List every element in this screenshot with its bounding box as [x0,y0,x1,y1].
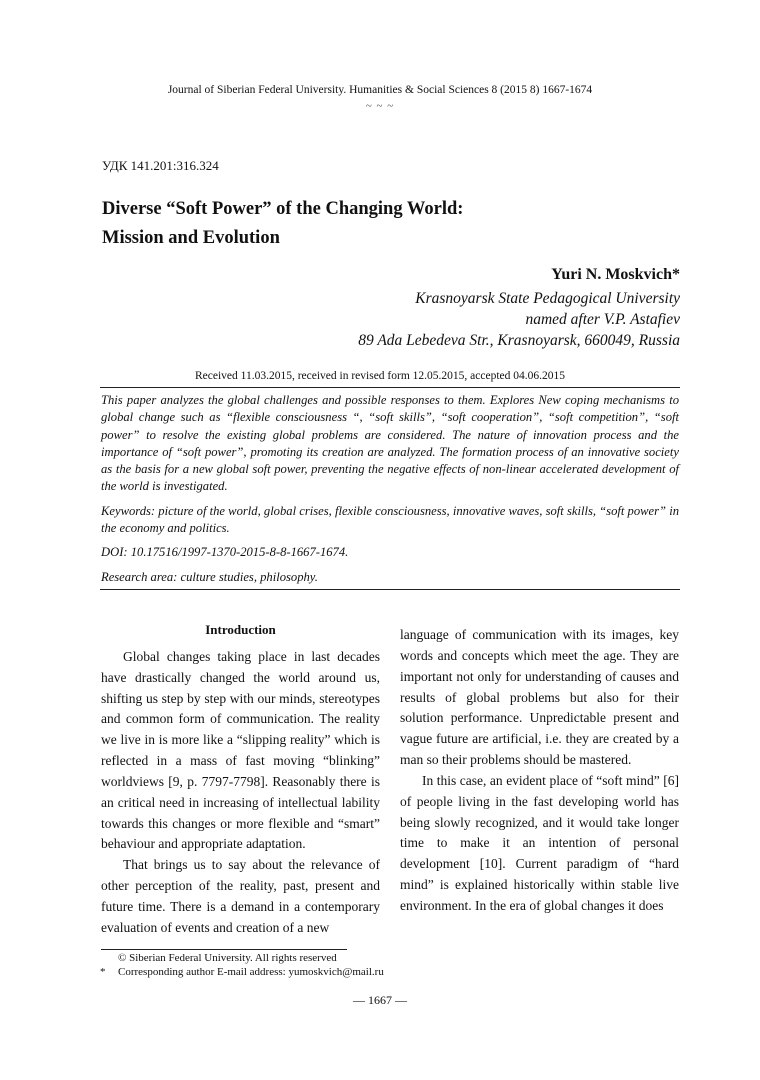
footnote-rule [101,949,347,950]
abstract: This paper analyzes the global challenges and possible responses to them. Explores New coping mechanisms to global change such as “flexible consciousness “, “soft skills”, “soft cooperation”, “soft competition”, “soft power” to resolve the existing global problems are considered. The nature of innovation process and the importance of “soft power”, promoting its creation are analyzed. The formation process of an innovative society as the basis for a new global soft power, preventing the negative effects of non-linear accelerated development of the world is investigated. [101,393,679,494]
body-paragraph: That brings us to say about the relevance of other perception of the reality, past, present and future time. There is a demand in a contemporary evaluation of events and creation of a new [101,857,380,935]
body-paragraph: language of communication with its images, key words and concepts which meet the age. They are important not only for understanding of causes and results of global problems but also for their solution performance. Unpredictable present and vague future are artificial, i.e. they are created by a man so their problems should be mastered. [400,627,679,768]
abstract-bottom-rule [100,589,680,590]
research-area: Research area: culture studies, philosophy. [101,570,318,584]
received-dates: Received 11.03.2015, received in revised form 12.05.2015, accepted 04.06.2015 [194,370,566,382]
body-paragraph: In this case, an evident place of “soft mind” [6] of people living in the fast developing world has being slowly recognized, and it would take longer time to make it an intention of personal development [10]. Current paradigm of “hard mind” is explained historically within stable live environment. In the era of global changes it does [400,772,679,913]
journal-header: Journal of Siberian Federal University. Humanities & Social Sciences 8 (2015 8) 1667-1674 [167,84,593,96]
abstract-top-rule [100,387,680,388]
footnote-copyright: © Siberian Federal University. All rights reserved [118,952,337,964]
body-paragraph: Global changes taking place in last decades have drastically changed the world around us, shifting us step by step with our minds, stereotypes and common form of communication. The reality we live in is more like a “slipping reality” which is reflected in a mass of fast moving “blinking” worldviews [9, p. 7797-7798]. Reasonably there is an critical need in increasing of intellectual lability towards this changes or more flexible and “smart” behaviour and appropriate adaptation. [101,648,380,852]
author-name: Yuri N. Moskvich* [551,266,680,283]
footnote-corresponding-text: Corresponding author E-mail address: yumoskvich@mail.ru [118,966,384,978]
keywords: Keywords: picture of the world, global crises, flexible consciousness, innovative waves, soft skills, “soft power” in the economy and politics. [101,504,679,536]
left-column [101,620,380,939]
footnote-corresponding [100,966,384,978]
affiliation-line: named after V.P. Astafiev [525,311,680,328]
author-affiliation [358,288,680,351]
right-column [400,625,679,917]
affiliation-line: Krasnoyarsk State Pedagogical University [415,290,680,307]
page-number: — 1667 — [353,993,407,1007]
section-heading-introduction: Introduction [205,622,276,637]
title-line-2: Mission and Evolution [102,228,280,248]
udk-code: УДК 141.201:316.324 [102,158,219,173]
title-line-1: Diverse “Soft Power” of the Changing World: [102,199,464,219]
doi: DOI: 10.17516/1997-1370-2015-8-8-1667-1674. [101,545,349,559]
affiliation-line: 89 Ada Lebedeva Str., Krasnoyarsk, 660049, Russia [358,332,680,349]
footnote-star: * [100,966,106,978]
header-ornament: ~ ~ ~ [365,100,395,112]
paper-title [102,195,662,253]
